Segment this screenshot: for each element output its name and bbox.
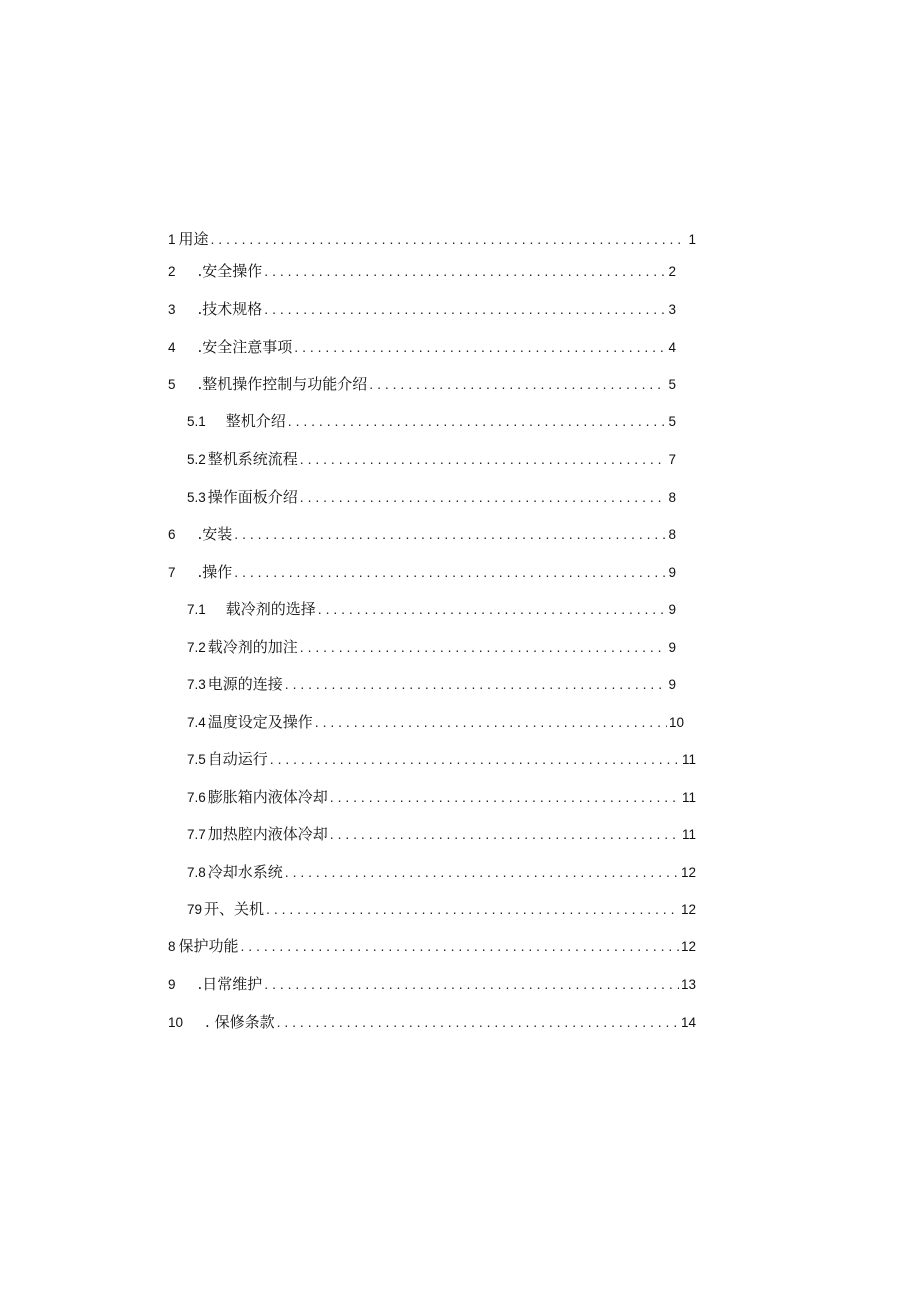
toc-entry-title: 膨胀箱内液体冷却 — [207, 788, 328, 806]
toc-leader-dots — [266, 897, 679, 921]
toc-entry-page-number: 4 — [668, 340, 676, 355]
toc-entry-title: 载冷剂的加注 — [207, 638, 298, 656]
toc-entry-page-number: 13 — [680, 977, 696, 992]
toc-entry-number: 8 — [168, 939, 176, 954]
toc-entry[interactable] — [168, 1010, 696, 1034]
toc-entry-title: 加热腔内液体冷却 — [207, 825, 328, 843]
toc-entry-page-number: 3 — [668, 302, 676, 317]
toc-entry-page-number: 9 — [668, 640, 676, 655]
toc-entry-page-number: 12 — [680, 865, 696, 880]
toc-leader-dots — [315, 710, 667, 734]
toc-entry-number: 79 — [187, 902, 203, 917]
toc-entry-page-number: 1 — [688, 232, 696, 247]
toc-entry[interactable] — [187, 672, 676, 696]
toc-entry-title: 整机系统流程 — [207, 450, 298, 468]
toc-entry-number: 4 — [168, 340, 176, 355]
toc-leader-dots — [270, 747, 680, 771]
toc-leader-dots — [300, 447, 667, 471]
toc-entry[interactable] — [187, 785, 696, 809]
toc-entry-number: 3 — [168, 302, 176, 317]
toc-entry-title: 载冷剂的选择 — [225, 600, 316, 618]
toc-leader-dots — [369, 372, 666, 396]
toc-entry[interactable] — [187, 409, 676, 433]
toc-entry-number: 2 — [168, 264, 176, 279]
toc-leader-dots — [264, 972, 679, 996]
toc-entry-page-number: 9 — [668, 602, 676, 617]
toc-entry[interactable] — [187, 747, 696, 771]
toc-entry-title: 自动运行 — [207, 750, 268, 768]
toc-entry-title: 操作面板介绍 — [207, 488, 298, 506]
toc-entry-page-number: 8 — [668, 527, 676, 542]
toc-entry-number: 5.1 — [187, 414, 206, 429]
toc-entry-number: 7.3 — [187, 677, 206, 692]
toc-entry-number: 7.1 — [187, 602, 206, 617]
toc-entry-title: 整机介绍 — [225, 412, 286, 430]
toc-leader-dots — [264, 259, 666, 283]
toc-entry-title: 电源的连接 — [207, 675, 283, 693]
toc-entry-page-number: 5 — [668, 414, 676, 429]
toc-entry-number: 5.3 — [187, 490, 206, 505]
toc-entry-number: 7.6 — [187, 790, 206, 805]
toc-entry-number: 1 — [168, 232, 176, 247]
toc-leader-dots — [234, 560, 666, 584]
toc-entry-title: .技术规格 — [197, 300, 263, 318]
toc-entry-title: 开、关机 — [204, 900, 265, 918]
toc-entry-title: .安全操作 — [197, 262, 263, 280]
toc-leader-dots — [300, 635, 667, 659]
toc-entry[interactable] — [187, 860, 696, 884]
toc-entry-number: 5 — [168, 377, 176, 392]
toc-entry[interactable] — [168, 259, 676, 283]
toc-entry-number: 6 — [168, 527, 176, 542]
toc-leader-dots — [211, 227, 687, 251]
toc-entry-page-number: 11 — [681, 752, 696, 767]
toc-leader-dots — [288, 409, 667, 433]
toc-entry[interactable] — [168, 934, 696, 958]
toc-entry-title: .日常维护 — [197, 975, 263, 993]
toc-entry-number: 7.5 — [187, 752, 206, 767]
toc-entry[interactable] — [187, 447, 676, 471]
toc-entry[interactable] — [187, 822, 696, 846]
toc-entry-title: .安装 — [197, 525, 233, 543]
toc-entry-title: .整机操作控制与功能介绍 — [197, 375, 368, 393]
toc-leader-dots — [300, 485, 667, 509]
toc-entry-number: 7 — [168, 565, 176, 580]
toc-entry-page-number: 2 — [668, 264, 676, 279]
toc-entry-title: .安全注意事项 — [197, 338, 293, 356]
toc-entry-page-number: 11 — [681, 790, 696, 805]
toc-entry[interactable] — [187, 485, 676, 509]
toc-entry[interactable] — [168, 560, 676, 584]
toc-entry[interactable] — [168, 522, 676, 546]
toc-entry[interactable] — [168, 335, 676, 359]
toc-entry-page-number: 9 — [668, 677, 676, 692]
toc-entry[interactable] — [187, 635, 676, 659]
toc-leader-dots — [241, 934, 679, 958]
toc-entry[interactable] — [187, 710, 684, 734]
toc-entry-number: 7.8 — [187, 865, 206, 880]
toc-entry-number: 7.7 — [187, 827, 206, 842]
toc-entry-number: 7.2 — [187, 640, 206, 655]
toc-entry-number: 9 — [168, 977, 176, 992]
toc-entry-title: 温度设定及操作 — [207, 713, 313, 731]
toc-leader-dots — [294, 335, 666, 359]
toc-entry-page-number: 8 — [668, 490, 676, 505]
toc-leader-dots — [264, 297, 666, 321]
toc-entry[interactable] — [168, 372, 676, 396]
toc-entry-page-number: 7 — [668, 452, 676, 467]
toc-entry[interactable] — [168, 297, 676, 321]
toc-entry-page-number: 12 — [680, 902, 696, 917]
toc-entry-page-number: 11 — [681, 827, 696, 842]
toc-entry-page-number: 5 — [668, 377, 676, 392]
toc-leader-dots — [234, 522, 666, 546]
toc-entry-number: 10 — [168, 1015, 184, 1030]
toc-entry-number: 7.4 — [187, 715, 206, 730]
toc-entry[interactable] — [168, 227, 696, 251]
toc-entry-page-number: 14 — [680, 1015, 696, 1030]
toc-entry-title: . 保修条款 — [205, 1013, 275, 1031]
toc-leader-dots — [330, 822, 680, 846]
toc-leader-dots — [318, 597, 667, 621]
toc-leader-dots — [285, 860, 679, 884]
toc-leader-dots — [285, 672, 667, 696]
toc-entry-page-number: 9 — [668, 565, 676, 580]
toc-entry-page-number: 12 — [680, 939, 696, 954]
toc-entry[interactable] — [187, 597, 676, 621]
toc-entry-title: 冷却水系统 — [207, 863, 283, 881]
toc-leader-dots — [277, 1010, 679, 1034]
toc-entry-page-number: 10 — [668, 715, 684, 730]
toc-entry-number: 5.2 — [187, 452, 206, 467]
toc-leader-dots — [330, 785, 680, 809]
toc-entry[interactable] — [168, 972, 696, 996]
toc-entry-title: 保护功能 — [178, 937, 239, 955]
toc-entry-title: .操作 — [197, 563, 233, 581]
toc-entry-title: 用途 — [178, 230, 209, 248]
toc-entry[interactable] — [187, 897, 696, 921]
